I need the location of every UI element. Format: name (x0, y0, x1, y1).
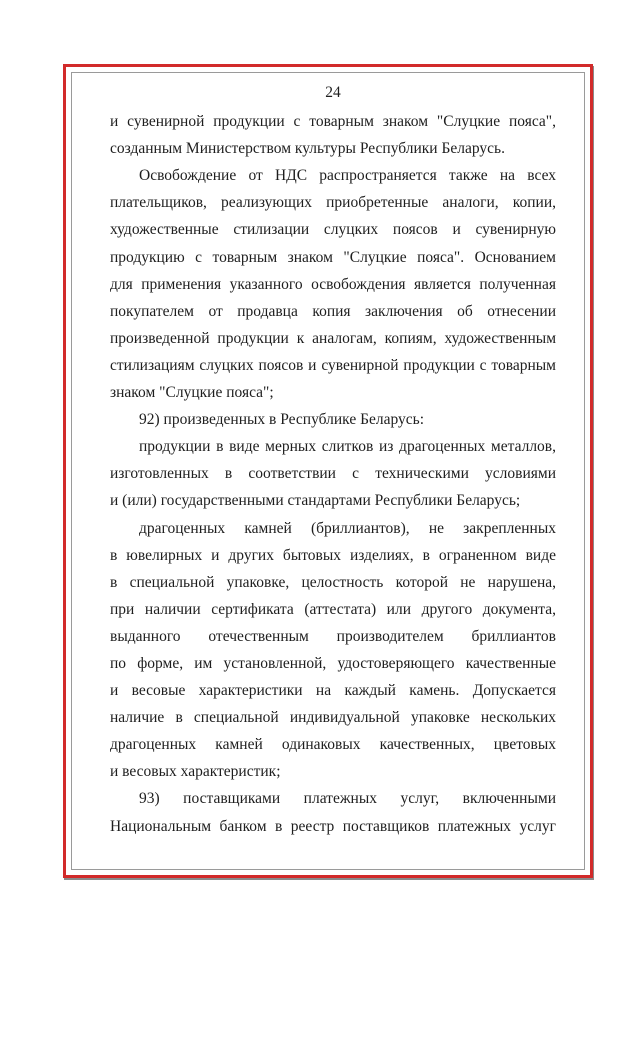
text-line: драгоценных камней одинаковых качественных, цветовых (110, 736, 556, 754)
text-line: художественные стилизации слуцких поясов и сувенирную (110, 221, 556, 239)
text-line: Освобождение от НДС распространяется также на всех (139, 167, 556, 185)
page-number: 24 (325, 84, 341, 101)
text-line: 92) произведенных в Республике Беларусь: (139, 411, 425, 429)
text-line: знаком "Слуцкие пояса"; (110, 384, 274, 402)
text-line: покупателем от продавца копия заключения об отнесении (110, 302, 556, 320)
text-line: драгоценных камней (бриллиантов), не закрепленных (139, 519, 556, 537)
text-line: при наличии сертификата (аттестата) или другого документа, (110, 600, 556, 618)
text-line: 93) поставщиками платежных услуг, включенными (139, 790, 556, 808)
text-line: в ювелирных и других бытовых изделиях, в ограненном виде (110, 546, 556, 564)
document-page (63, 64, 593, 878)
text-line: стилизациям слуцких поясов и сувенирной продукции с товарным (110, 356, 556, 374)
text-line: изготовленных в соответствии с техническими условиями (110, 465, 556, 483)
text-line: Национальным банком в реестр поставщиков платежных услуг (110, 817, 556, 835)
text-line: продукции в виде мерных слитков из драгоценных металлов, (139, 438, 556, 456)
text-line: плательщиков, реализующих приобретенные аналоги, копии, (110, 194, 556, 212)
text-body (110, 108, 556, 840)
text-line: для применения указанного освобождения является полученная (110, 275, 556, 293)
text-line: наличие в специальной индивидуальной упаковке нескольких (110, 709, 556, 727)
text-line: в специальной упаковке, целостность которой не нарушена, (110, 573, 556, 591)
text-line: и весовые характеристики на каждый камень. Допускается (110, 682, 556, 700)
text-line: произведенной продукции к аналогам, копиям, художественным (110, 329, 556, 347)
text-line: по форме, им установленной, удостоверяющего качественные (110, 654, 556, 672)
text-line: и сувенирной продукции с товарным знаком "Слуцкие пояса", (110, 113, 556, 131)
text-line: и весовых характеристик; (110, 763, 281, 781)
text-line: и (или) государственными стандартами Республики Беларусь; (110, 492, 521, 510)
text-line: выданного отечественным производителем бриллиантов (110, 627, 556, 645)
page-content (110, 79, 556, 840)
text-line: продукцию с товарным знаком "Слуцкие пояса". Основанием (110, 248, 556, 266)
text-line: созданным Министерством культуры Республики Беларусь. (110, 140, 505, 158)
